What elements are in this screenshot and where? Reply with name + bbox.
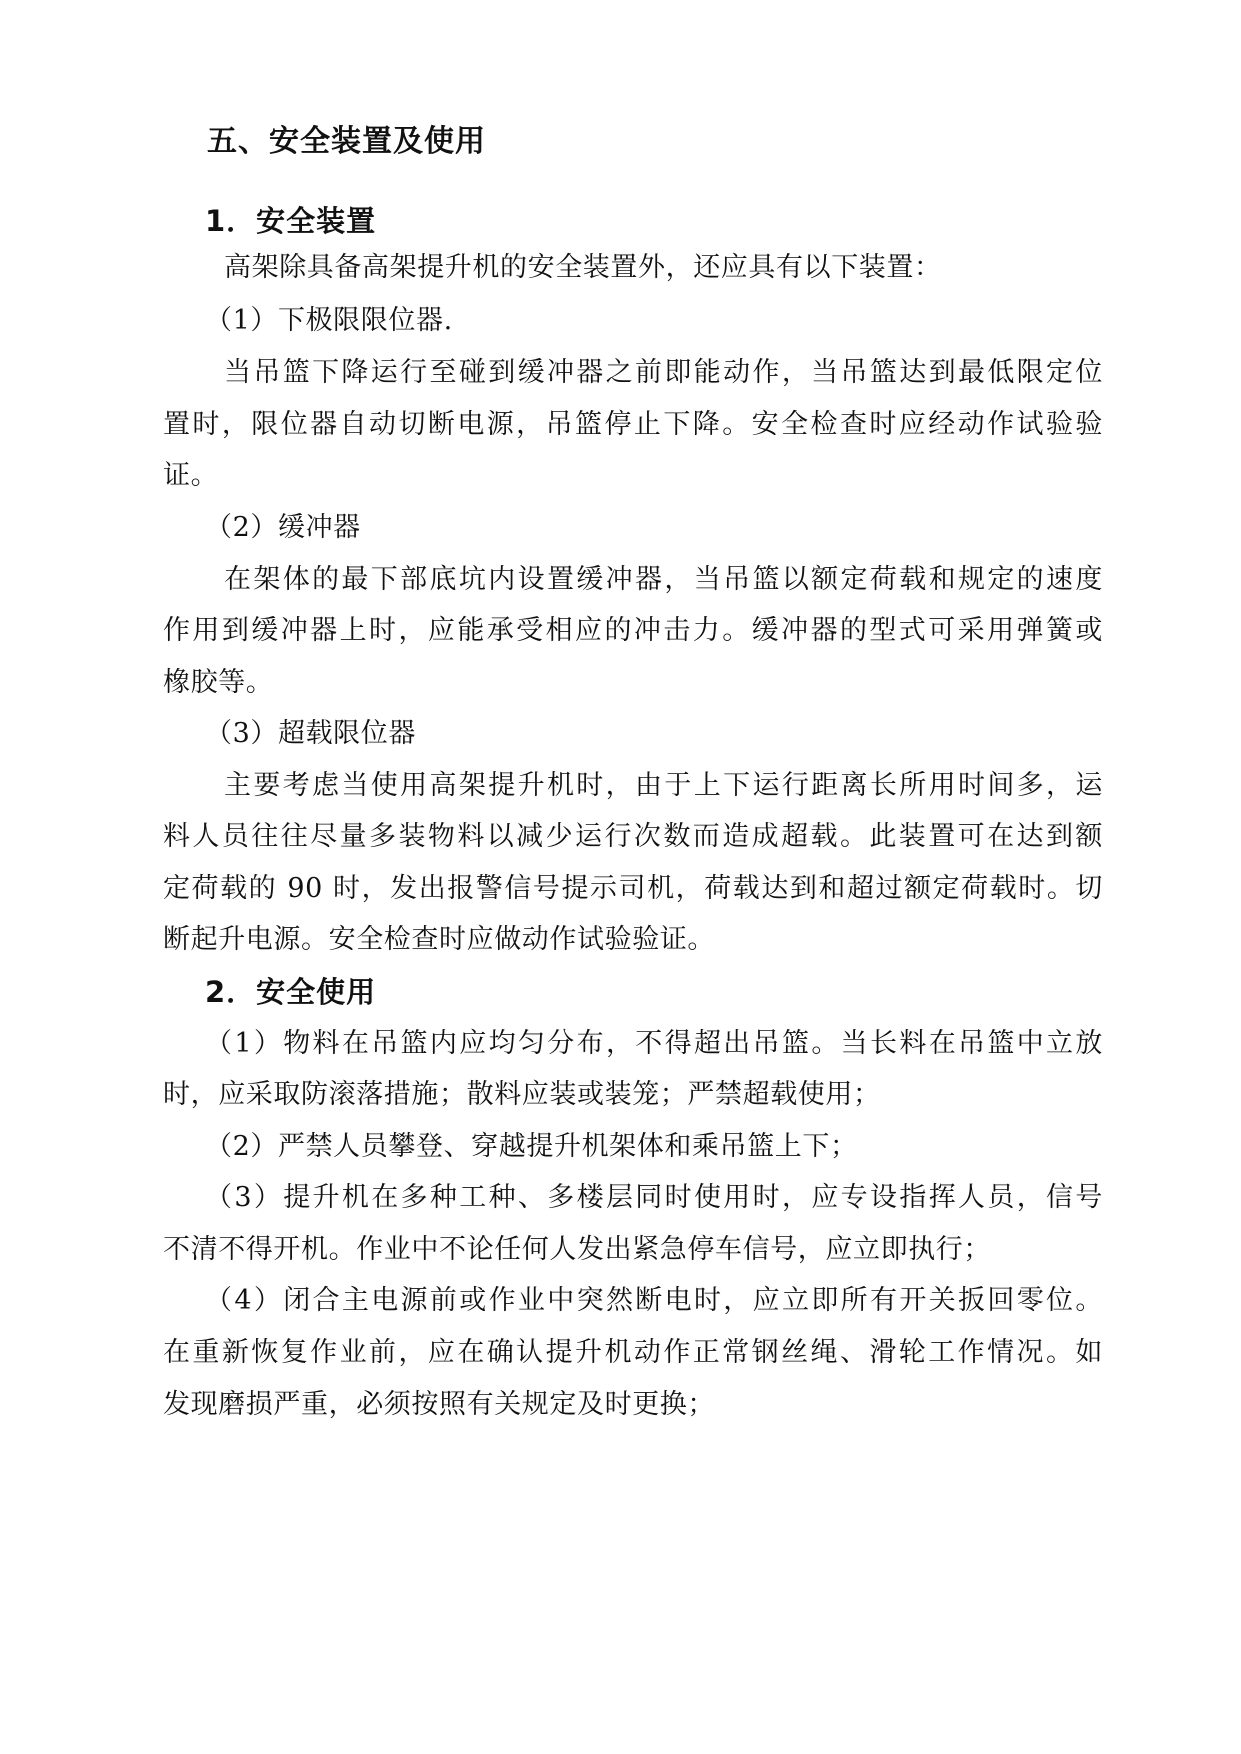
rule-line: （4）闭合主电源前或作业中突然断电时，应立即所有开关扳回零位。 — [205, 1285, 1103, 1316]
paragraph-line: 断起升电源。安全检查时应做动作试验验证。 — [163, 924, 715, 955]
paragraph-line: 在架体的最下部底坑内设置缓冲器，当吊篮以额定荷载和规定的速度 — [224, 564, 1103, 595]
rule-line: 时，应采取防滚落措施；散料应装或装笼；严禁超载使用； — [163, 1079, 881, 1110]
paragraph-line: 定荷载的 90 时，发出报警信号提示司机，荷载达到和超过额定荷载时。切 — [163, 873, 1103, 904]
rule-line: （2）严禁人员攀登、穿越提升机架体和乘吊篮上下； — [205, 1131, 858, 1162]
rule-line: 在重新恢复作业前，应在确认提升机动作正常钢丝绳、滑轮工作情况。如 — [163, 1337, 1103, 1368]
paragraph-line: 当吊篮下降运行至碰到缓冲器之前即能动作，当吊篮达到最低限定位 — [224, 357, 1103, 388]
item-title-overload-limiter: （3）超载限位器 — [205, 718, 416, 749]
paragraph-line: 作用到缓冲器上时，应能承受相应的冲击力。缓冲器的型式可采用弹簧或 — [163, 615, 1103, 646]
rule-line: （1）物料在吊篮内应均匀分布，不得超出吊篮。当长料在吊篮中立放 — [205, 1028, 1103, 1059]
rule-line: （3）提升机在多种工种、多楼层同时使用时，应专设指挥人员，信号 — [205, 1182, 1103, 1213]
paragraph-line: 橡胶等。 — [163, 667, 274, 698]
paragraph-line: 置时，限位器自动切断电源，吊篮停止下降。安全检查时应经动作试验验 — [163, 409, 1103, 440]
subsection-heading-safe-use: 2．安全使用 — [205, 975, 377, 1009]
paragraph-line: 主要考虑当使用高架提升机时，由于上下运行距离长所用时间多，运 — [224, 770, 1103, 801]
intro-paragraph: 高架除具备高架提升机的安全装置外，还应具有以下装置： — [224, 252, 942, 283]
subsection-heading-safety-devices: 1．安全装置 — [205, 204, 377, 238]
section-title: 五、安全装置及使用 — [207, 124, 486, 159]
paragraph-line: 料人员往往尽量多装物料以减少运行次数而造成超载。此装置可在达到额 — [163, 821, 1103, 852]
rule-line: 不清不得开机。作业中不论任何人发出紧急停车信号，应立即执行； — [163, 1234, 991, 1265]
item-title-lower-limit: （1）下极限限位器. — [205, 305, 453, 336]
rule-line: 发现磨损严重，必须按照有关规定及时更换； — [163, 1389, 715, 1420]
item-title-buffer: （2）缓冲器 — [205, 512, 361, 543]
paragraph-line: 证。 — [163, 460, 219, 491]
